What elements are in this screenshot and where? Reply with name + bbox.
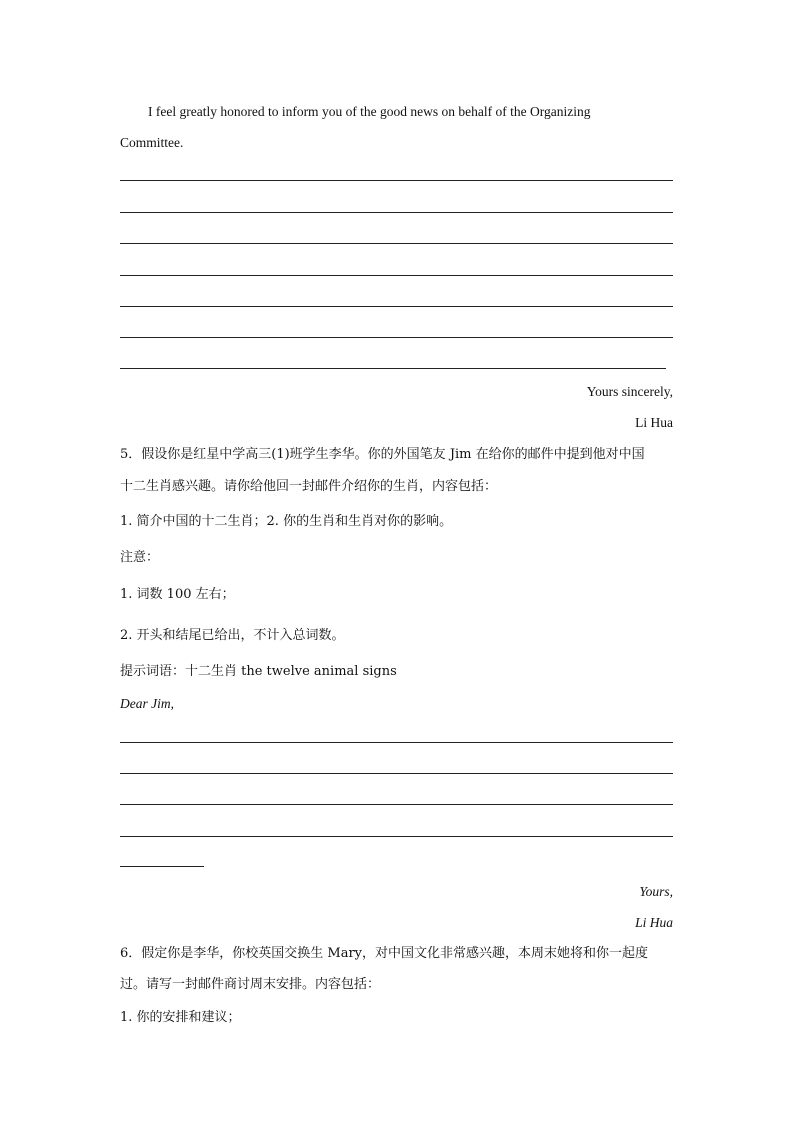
- writing-line: [120, 306, 673, 307]
- writing-line: [120, 804, 673, 805]
- letter-body-line-1: I feel greatly honored to inform you of the good news on behalf of the Organizing: [148, 104, 591, 119]
- q6-point-1: 1. 你的安排和建议；: [120, 1010, 241, 1025]
- q5-hint: 提示词语：十二生肖 the twelve animal signs: [120, 664, 397, 679]
- writing-line: [120, 836, 673, 837]
- letter-closing: Yours sincerely,: [586, 384, 673, 399]
- writing-line: [120, 212, 673, 213]
- q5-content-points: 1. 简介中国的十二生肖；2. 你的生肖和生肖对你的影响。: [120, 514, 453, 529]
- writing-line: [120, 368, 666, 369]
- q5-notes-title: 注意：: [120, 550, 160, 565]
- q5-prompt-line-1: 5．假设你是红星中学高三(1)班学生李华。你的外国笔友 Jim 在给你的邮件中提到他对中国: [120, 447, 645, 462]
- writing-line: [120, 773, 673, 774]
- writing-line: [120, 180, 673, 181]
- q5-prompt-line-2: 十二生肖感兴趣。请你给他回一封邮件介绍你的生肖，内容包括：: [120, 479, 498, 494]
- q5-note-2: 2. 开头和结尾已给出，不计入总词数。: [120, 628, 345, 643]
- q5-salutation: Dear Jim,: [120, 696, 174, 711]
- writing-line: [120, 275, 673, 276]
- q6-prompt-line-1: 6．假定你是李华，你校英国交换生 Mary，对中国文化非常感兴趣，本周末她将和你一起度: [120, 946, 649, 961]
- letter-body-line-2: Committee.: [120, 135, 184, 150]
- writing-line: [120, 243, 673, 244]
- q5-signature: Li Hua: [635, 915, 673, 930]
- q5-closing: Yours,: [639, 884, 673, 899]
- q6-prompt-line-2: 过。请写一封邮件商讨周末安排。内容包括：: [120, 977, 381, 992]
- letter-signature: Li Hua: [635, 415, 673, 430]
- writing-line: [120, 337, 673, 338]
- writing-line: [120, 742, 673, 743]
- q5-note-1: 1. 词数 100 左右；: [120, 587, 235, 602]
- writing-line-short: [120, 866, 204, 867]
